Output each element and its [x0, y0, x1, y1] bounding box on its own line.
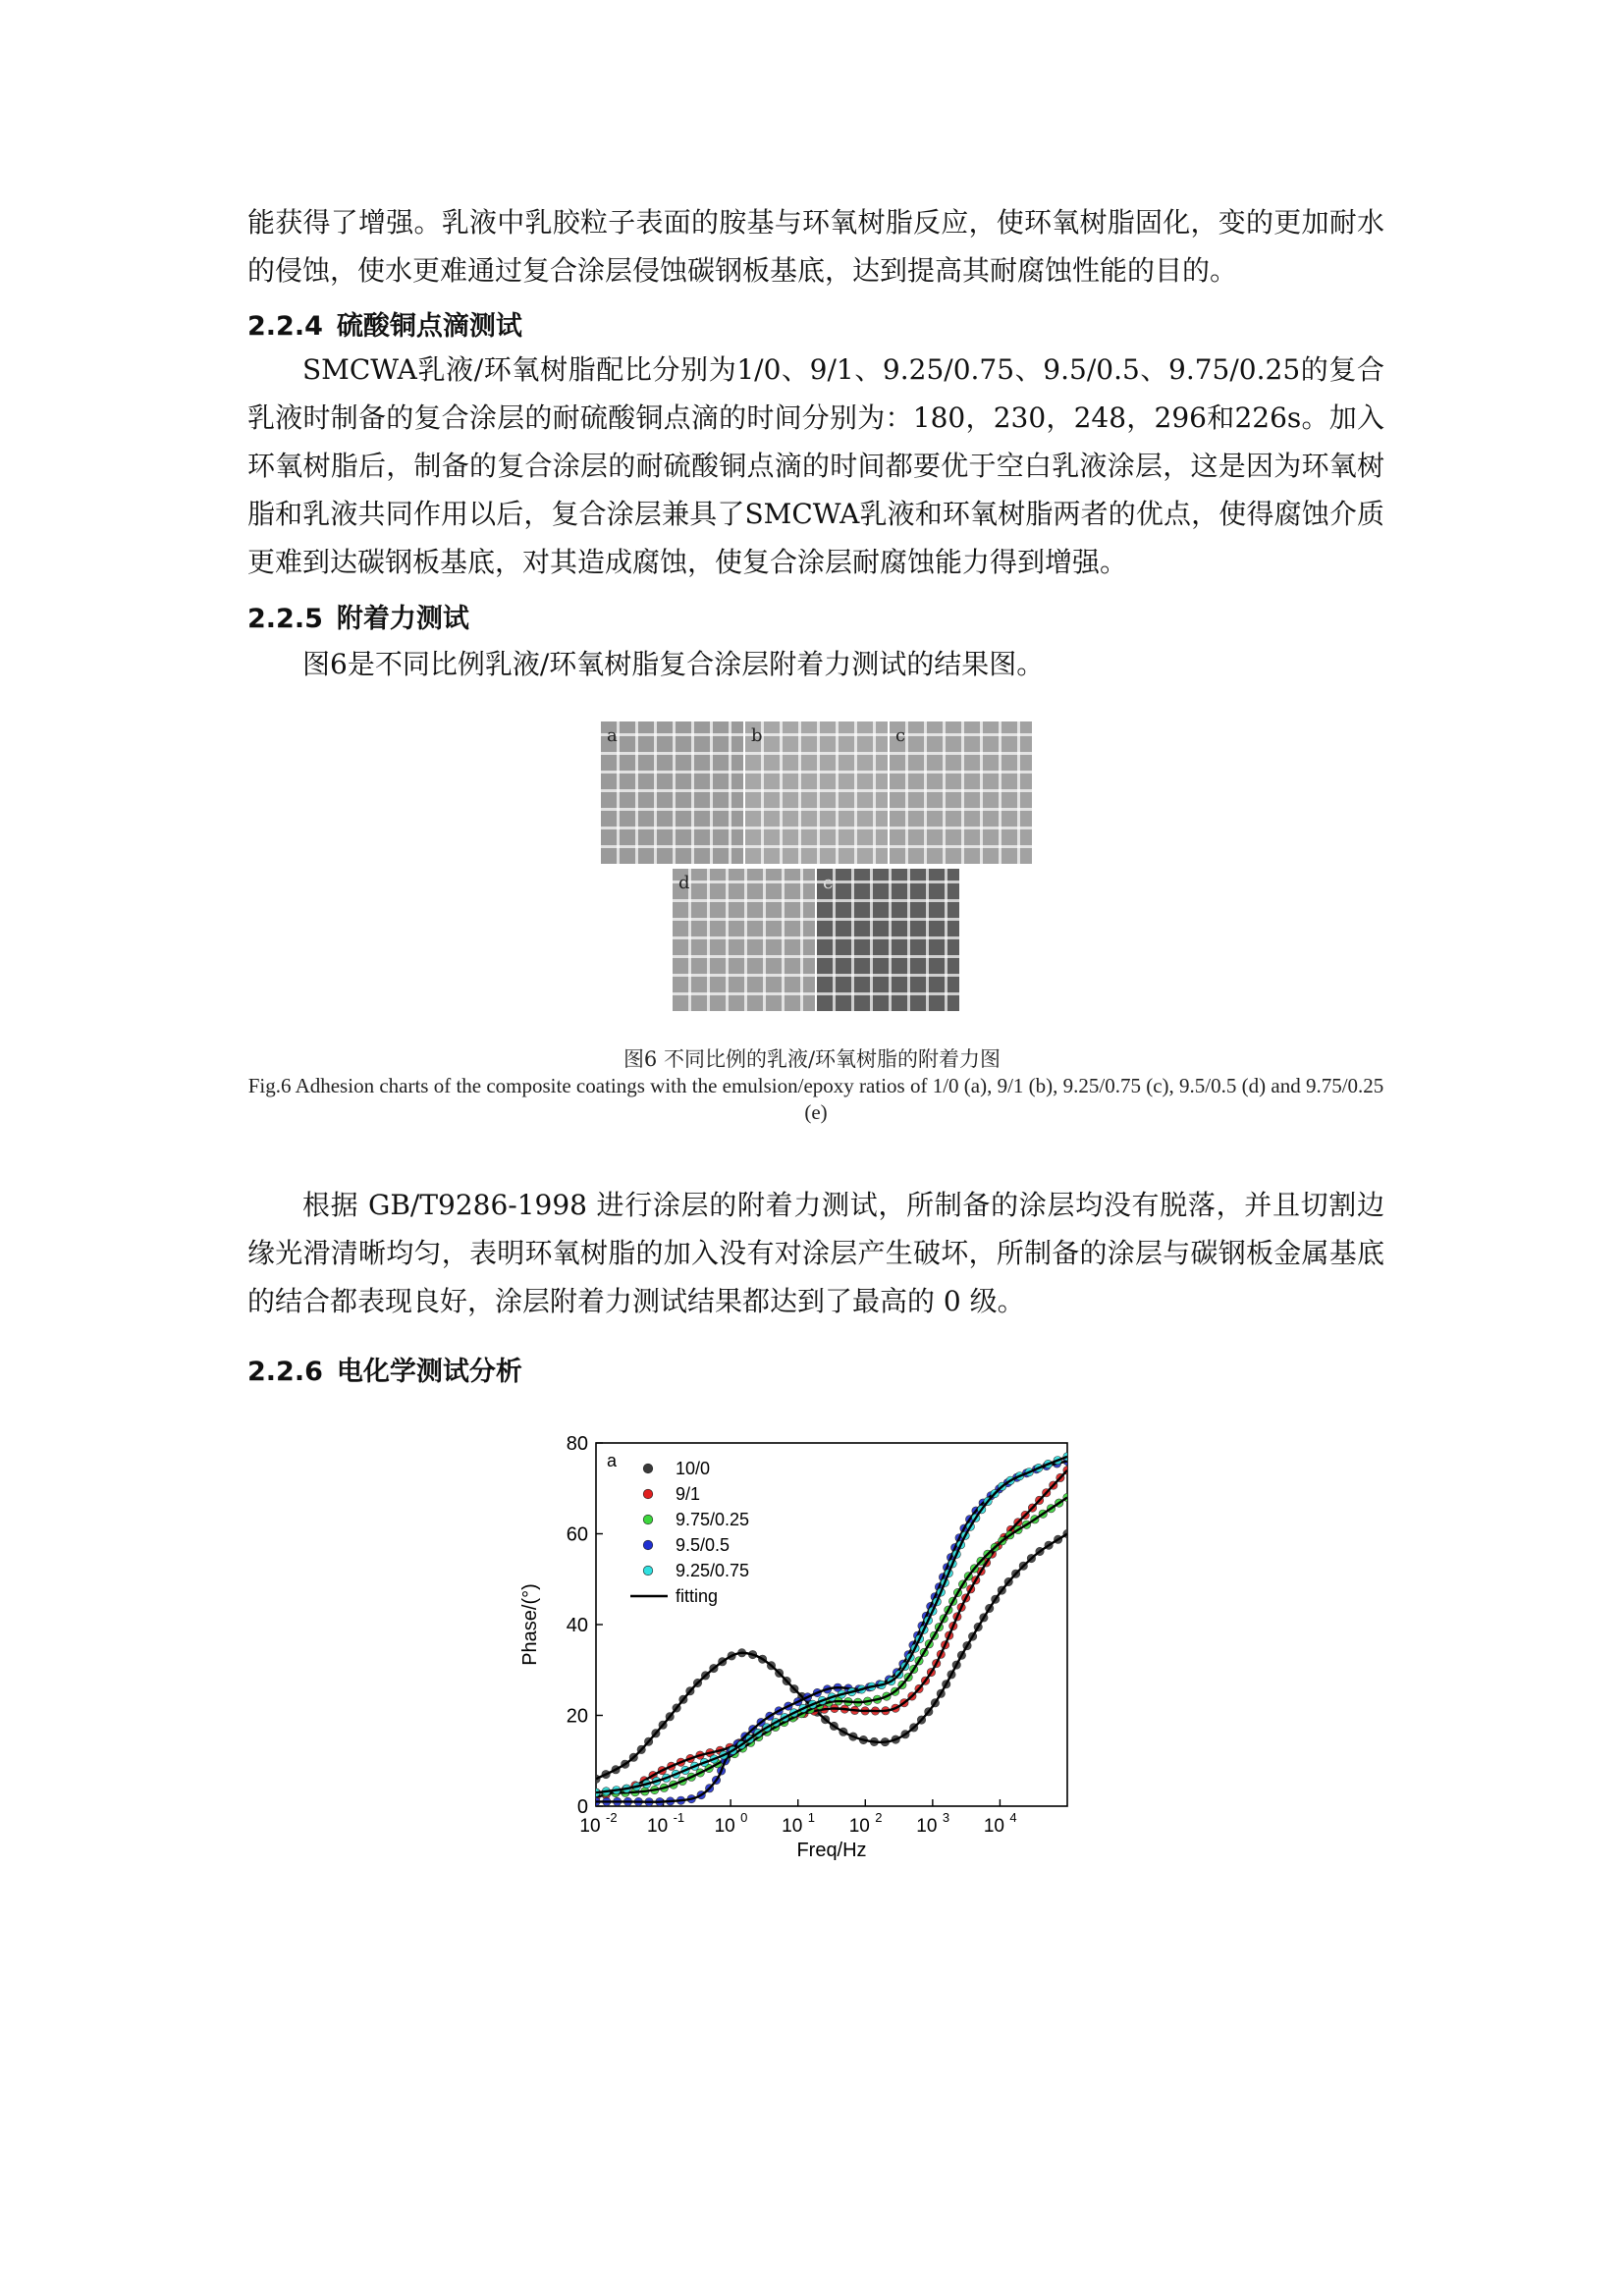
fit-curve [596, 1534, 1067, 1780]
x-tick-label: 10 [916, 1816, 938, 1837]
phase-chart-svg [511, 1423, 1080, 1885]
panel-label: b [751, 725, 763, 746]
x-tick-exponent: 4 [1009, 1810, 1017, 1825]
x-axis [579, 1799, 1016, 1837]
x-tick-exponent: 0 [740, 1810, 748, 1825]
photo-panel-b [745, 721, 888, 864]
x-axis-label: Freq/Hz [796, 1840, 867, 1861]
section-heading-2-2-4 [247, 304, 522, 343]
figure6-caption-en: Fig.6 Adhesion charts of the composite coatings with the emulsion/epoxy ratios of 1/0 (a), 9/1 (b), 9.25/0.75 (c), 9.5/0.5 (d) and 9.75/0.25 (e) [247, 1074, 1384, 1124]
paragraph-adhesion-result: 根据 GB/T9286-1998 进行涂层的附着力测试，所制备的涂层均没有脱落，并且切割边缘光滑清晰均匀，表明环氧树脂的加入没有对涂层产生破坏，所制备的涂层与碳钢板金属基底的结合都表现良好，涂层附着力测试结果都达到了最高的 0 级。 [247, 1189, 1384, 1317]
panel-label: a [607, 725, 618, 746]
photo-panel-d [673, 869, 815, 1011]
fit-curve [596, 1470, 1067, 1797]
legend-marker [643, 1540, 653, 1550]
y-tick-label: 20 [566, 1705, 588, 1728]
legend [630, 1459, 749, 1606]
x-tick-label: 10 [579, 1816, 601, 1837]
panel-label: c [895, 725, 906, 746]
y-tick-label: 40 [566, 1615, 588, 1636]
legend-label: 10/0 [676, 1459, 711, 1478]
photo-panel-c [890, 721, 1032, 864]
x-tick-label: 10 [848, 1816, 870, 1837]
legend-label: 9/1 [676, 1484, 701, 1504]
section-number: 2.2.5 [247, 604, 323, 634]
section-heading-2-2-6 [247, 1350, 522, 1388]
paragraph-continuation: 能获得了增强。乳液中乳胶粒子表面的胺基与环氧树脂反应，使环氧树脂固化，变的更加耐水的侵蚀，使水更难通过复合涂层侵蚀碳钢板基底，达到提高其耐腐蚀性能的目的。 [247, 206, 1384, 287]
panel-label: e [823, 873, 834, 893]
section-title: 电化学测试分析 [336, 1357, 522, 1387]
section-heading-2-2-5 [247, 597, 469, 635]
legend-marker [643, 1489, 653, 1499]
photo-panel-e [817, 869, 959, 1011]
paragraph-copper-sulfate: SMCWA乳液/环氧树脂配比分别为1/0、9/1、9.25/0.75、9.5/0.5、9.75/0.25的复合乳液时制备的复合涂层的耐硫酸铜点滴的时间分别为：180，230，248，296和226s。加入环氧树脂后，制备的复合涂层的耐硫酸铜点滴的时间都要优于空白乳液涂层，这是因为环氧树脂和乳液共同作用以后，复合涂层兼具了SMCWA乳液和环氧树脂两者的优点，使得腐蚀介质更难到达碳钢板基底，对其造成腐蚀，使复合涂层耐腐蚀能力得到增强。 [247, 353, 1384, 578]
legend-label: 9.5/0.5 [676, 1535, 731, 1555]
section-title: 硫酸铜点滴测试 [336, 311, 522, 342]
y-tick-label: 60 [566, 1523, 588, 1546]
section-number: 2.2.4 [247, 311, 323, 342]
chart-panel-label: a [607, 1451, 618, 1470]
legend-marker [643, 1515, 653, 1524]
fit-curve [596, 1457, 1067, 1792]
figure6-caption-cn: 图6 不同比例的乳液/环氧树脂的附着力图 [623, 1047, 1001, 1071]
x-tick-exponent: 3 [942, 1810, 950, 1825]
legend-label: 9.25/0.75 [676, 1561, 750, 1580]
y-tick-label: 0 [576, 1796, 588, 1818]
x-tick-exponent: -2 [606, 1810, 618, 1825]
x-tick-label: 10 [983, 1816, 1004, 1837]
section-title: 附着力测试 [336, 604, 469, 634]
y-tick-label: 80 [566, 1433, 588, 1455]
legend-fit-label: fitting [676, 1586, 719, 1606]
y-axis [567, 1433, 603, 1818]
legend-marker [643, 1566, 653, 1575]
x-tick-exponent: 1 [807, 1810, 815, 1825]
panel-label: d [678, 873, 690, 893]
photo-panel-a [601, 721, 743, 864]
y-axis-label: Phase/(°) [519, 1583, 541, 1666]
section-number: 2.2.6 [247, 1357, 323, 1387]
legend-label: 9.75/0.25 [676, 1510, 750, 1529]
figure6-photos [601, 721, 1036, 1014]
x-tick-label: 10 [782, 1816, 803, 1837]
x-tick-label: 10 [647, 1816, 669, 1837]
x-tick-label: 10 [714, 1816, 735, 1837]
x-tick-exponent: -1 [673, 1810, 685, 1825]
x-tick-exponent: 2 [875, 1810, 883, 1825]
series-layer [592, 1453, 1071, 1806]
legend-marker [643, 1464, 653, 1473]
fit-curve [596, 1462, 1067, 1802]
phase-chart [511, 1423, 1080, 1885]
data-point [592, 1775, 600, 1783]
paragraph-figure6-intro: 图6是不同比例乳液/环氧树脂复合涂层附着力测试的结果图。 [302, 648, 1045, 680]
